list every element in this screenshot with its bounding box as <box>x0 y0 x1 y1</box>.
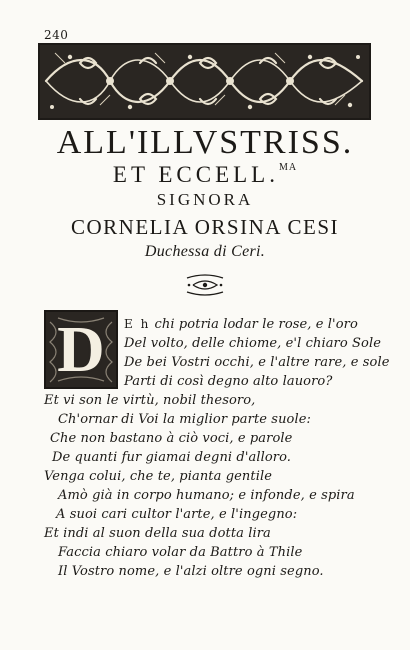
dedication-title-line-3: SIGNORA <box>156 190 254 209</box>
poem-line-6: Ch'ornar di Voi la miglior parte suole: <box>58 412 312 427</box>
headpiece-ornament <box>38 43 371 120</box>
page-number: 240 <box>44 28 69 42</box>
poem-line-7: Che non bastano à ciò voci, e parole <box>50 431 293 446</box>
poem-line-3: De bei Vostri occhi, e l'altre rare, e sole <box>124 355 390 370</box>
poem-line-14: Il Vostro nome, e l'alzi oltre ogni segno. <box>58 564 324 579</box>
initial-letter: D <box>57 312 105 386</box>
poem-first-word: E h <box>124 317 151 331</box>
title-line-2-text: ET ECCELL. <box>112 162 279 187</box>
poem-line-2: Del volto, delle chiome, e'l chiaro Sole <box>124 336 382 351</box>
decorated-initial <box>44 310 118 389</box>
title-line-2-superscript: MA <box>278 162 298 173</box>
poem-line-1 <box>124 317 358 332</box>
poem-line-9: Venga colui, che te, pianta gentile <box>44 469 273 484</box>
floral-woodcut-icon <box>40 45 369 118</box>
dedication-title-line-1: ALL'ILLVSTRISS. <box>56 124 354 161</box>
poem-line-10: Amò già in corpo humano; e infonde, e spira <box>58 488 355 503</box>
poem-line-12: Et indi al suon della sua dotta lira <box>44 526 271 541</box>
poem-line-4: Parti di così degno alto lauoro? <box>124 374 333 389</box>
poem-line-1-text: chi potria lodar le rose, e l'oro <box>154 317 358 332</box>
poem-line-8: De quanti fur giamai degni d'alloro. <box>52 450 292 465</box>
dedication-subtitle: Duchessa di Ceri. <box>144 243 266 260</box>
poem-line-13: Faccia chiaro volar da Battro à Thile <box>58 545 303 560</box>
poem-line-5: Et vi son le virtù, nobil thesoro, <box>44 393 256 408</box>
dedication-title-line-4: CORNELIA ORSINA CESI <box>70 215 340 239</box>
fleuron-icon <box>183 272 227 298</box>
poem-line-11: A suoi cari cultor l'arte, e l'ingegno: <box>56 507 298 522</box>
dedication-title-line-2 <box>0 162 410 188</box>
